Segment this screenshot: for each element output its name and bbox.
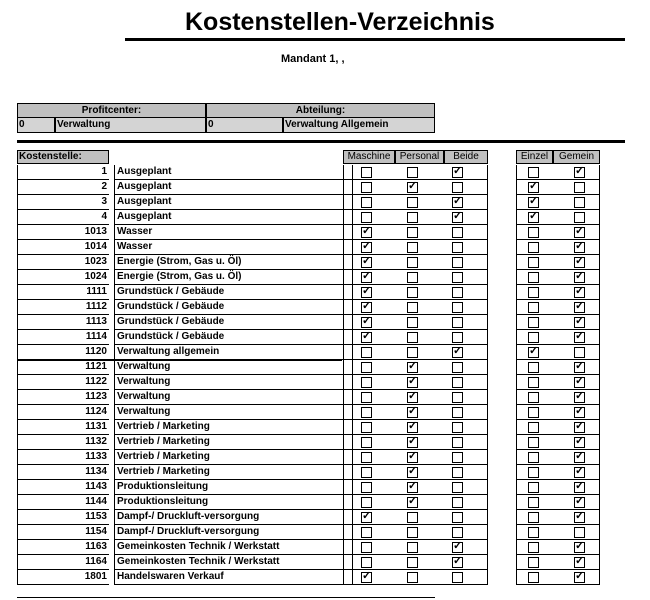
profitcenter-table (17, 103, 435, 133)
maschine-checkbox[interactable] (361, 467, 372, 478)
kostenstelle-name: Wasser (114, 225, 353, 240)
beide-checkbox[interactable] (452, 332, 463, 343)
kostenstelle-number: 1111 (17, 285, 109, 300)
kostenstelle-name: Vertrieb / Marketing (114, 465, 353, 480)
kostenstelle-name: Energie (Strom, Gas u. Öl) (114, 270, 353, 285)
gemein-checkbox[interactable] (574, 272, 585, 283)
kostenstelle-name: Energie (Strom, Gas u. Öl) (114, 255, 353, 270)
personal-checkbox[interactable] (407, 242, 418, 253)
einzel-checkbox[interactable] (528, 557, 539, 568)
kostenstelle-number: 1801 (17, 570, 109, 585)
personal-checkbox[interactable] (407, 317, 418, 328)
beide-checkbox[interactable] (452, 302, 463, 313)
gemein-checkbox[interactable] (574, 407, 585, 418)
gemein-checkbox[interactable] (574, 212, 585, 223)
kostenstelle-number: 1131 (17, 420, 109, 435)
kostenstelle-number: 1023 (17, 255, 109, 270)
beide-checkbox[interactable] (452, 317, 463, 328)
einzel-checkbox[interactable] (528, 302, 539, 313)
kostenstelle-number: 1120 (17, 345, 109, 360)
personal-checkbox[interactable] (407, 422, 418, 433)
maschine-checkbox[interactable] (361, 392, 372, 403)
gemein-checkbox[interactable] (574, 497, 585, 508)
beide-checkbox[interactable] (452, 212, 463, 223)
beide-checkbox[interactable] (452, 452, 463, 463)
table-bottom-rule (17, 597, 435, 598)
personal-checkbox[interactable] (407, 467, 418, 478)
kostenstelle-number: 1113 (17, 315, 109, 330)
maschine-checkbox[interactable] (361, 212, 372, 223)
beide-checkbox[interactable] (452, 257, 463, 268)
maschine-checkbox[interactable] (361, 437, 372, 448)
kostenstelle-number: 1124 (17, 405, 109, 420)
gemein-checkbox[interactable] (574, 467, 585, 478)
kostenstelle-number: 1133 (17, 450, 109, 465)
einzel-checkbox[interactable] (528, 437, 539, 448)
personal-checkbox[interactable] (407, 527, 418, 538)
beide-checkbox[interactable] (452, 362, 463, 373)
maschine-checkbox[interactable] (361, 542, 372, 553)
kostenstelle-number: 1 (17, 165, 109, 180)
einzel-checkbox[interactable] (528, 332, 539, 343)
maschine-checkbox[interactable] (361, 197, 372, 208)
kostenstelle-number: 4 (17, 210, 109, 225)
maschine-checkbox[interactable] (361, 182, 372, 193)
kostenstelle-name: Handelswaren Verkauf (114, 570, 353, 585)
kostenstelle-number: 1112 (17, 300, 109, 315)
beide-checkbox[interactable] (452, 482, 463, 493)
einzel-checkbox[interactable] (528, 167, 539, 178)
einzel-checkbox[interactable] (528, 377, 539, 388)
beide-checkbox[interactable] (452, 527, 463, 538)
profitcenter-name: Verwaltung (55, 118, 206, 133)
einzel-checkbox[interactable] (528, 197, 539, 208)
kostenstelle-name: Gemeinkosten Technik / Werkstatt (114, 540, 353, 555)
gemein-checkbox[interactable] (574, 167, 585, 178)
einzel-checkbox[interactable] (528, 422, 539, 433)
personal-checkbox[interactable] (407, 512, 418, 523)
personal-checkbox[interactable] (407, 392, 418, 403)
maschine-checkbox[interactable] (361, 377, 372, 388)
beide-checkbox[interactable] (452, 392, 463, 403)
personal-checkbox[interactable] (407, 227, 418, 238)
gemein-checkbox[interactable] (574, 437, 585, 448)
abteilung-code: 0 (206, 118, 283, 133)
kostenstelle-name: Vertrieb / Marketing (114, 450, 353, 465)
personal-checkbox[interactable] (407, 437, 418, 448)
gemein-checkbox[interactable] (574, 572, 585, 583)
personal-checkbox[interactable] (407, 362, 418, 373)
mandant-label: Mandant 1, , (281, 53, 345, 65)
page-title: Kostenstellen-Verzeichnis (185, 8, 495, 36)
kostenstelle-number: 1114 (17, 330, 109, 345)
beide-checkbox[interactable] (452, 167, 463, 178)
kostenstelle-name: Dampf-/ Druckluft-versorgung (114, 525, 353, 540)
beide-checkbox[interactable] (452, 182, 463, 193)
maschine-header: Maschine (343, 150, 395, 164)
kostenstelle-name: Produktionsleitung (114, 495, 353, 510)
einzel-checkbox[interactable] (528, 392, 539, 403)
einzel-checkbox[interactable] (528, 407, 539, 418)
kostenstelle-number: 1014 (17, 240, 109, 255)
beide-header: Beide (444, 150, 488, 164)
kostenstelle-name: Verwaltung (114, 390, 353, 405)
maschine-checkbox[interactable] (361, 227, 372, 238)
maschine-checkbox[interactable] (361, 257, 372, 268)
kostenstelle-number: 1013 (17, 225, 109, 240)
gemein-checkbox[interactable] (574, 287, 585, 298)
beide-checkbox[interactable] (452, 272, 463, 283)
beide-checkbox[interactable] (452, 377, 463, 388)
kostenstelle-number: 1024 (17, 270, 109, 285)
beide-checkbox[interactable] (452, 287, 463, 298)
maschine-checkbox[interactable] (361, 497, 372, 508)
kostenstelle-number: 1164 (17, 555, 109, 570)
kostenstelle-name: Grundstück / Gebäude (114, 330, 353, 345)
kostenstelle-header: Kostenstelle: (17, 150, 109, 164)
kostenstelle-number: 1132 (17, 435, 109, 450)
gemein-checkbox[interactable] (574, 527, 585, 538)
kostenstelle-number: 1144 (17, 495, 109, 510)
personal-checkbox[interactable] (407, 557, 418, 568)
personal-checkbox[interactable] (407, 377, 418, 388)
beide-checkbox[interactable] (452, 512, 463, 523)
einzel-checkbox[interactable] (528, 467, 539, 478)
kostenstelle-name: Vertrieb / Marketing (114, 420, 353, 435)
maschine-checkbox[interactable] (361, 332, 372, 343)
personal-checkbox[interactable] (407, 347, 418, 358)
kostenstelle-name: Verwaltung (114, 405, 353, 420)
gemein-checkbox[interactable] (574, 317, 585, 328)
kostenstelle-name: Ausgeplant (114, 210, 353, 225)
title-underline (125, 38, 625, 41)
gemein-checkbox[interactable] (574, 227, 585, 238)
maschine-checkbox[interactable] (361, 167, 372, 178)
section-divider (17, 140, 625, 143)
beide-checkbox[interactable] (452, 572, 463, 583)
einzel-checkbox[interactable] (528, 362, 539, 373)
kostenstelle-name: Grundstück / Gebäude (114, 300, 353, 315)
gemein-checkbox[interactable] (574, 452, 585, 463)
personal-checkbox[interactable] (407, 497, 418, 508)
kostenstelle-number: 1143 (17, 480, 109, 495)
personal-checkbox[interactable] (407, 182, 418, 193)
personal-checkbox[interactable] (407, 482, 418, 493)
abteilung-name: Verwaltung Allgemein (283, 118, 435, 133)
gemein-checkbox[interactable] (574, 482, 585, 493)
maschine-checkbox[interactable] (361, 572, 372, 583)
maschine-checkbox[interactable] (361, 317, 372, 328)
gemein-checkbox[interactable] (574, 347, 585, 358)
einzel-checkbox[interactable] (528, 317, 539, 328)
kostenstelle-name: Verwaltung (114, 360, 353, 375)
einzel-checkbox[interactable] (528, 272, 539, 283)
kostenstelle-name: Grundstück / Gebäude (114, 285, 353, 300)
gemein-checkbox[interactable] (574, 392, 585, 403)
einzel-checkbox[interactable] (528, 227, 539, 238)
maschine-checkbox[interactable] (361, 407, 372, 418)
kostenstelle-number: 1134 (17, 465, 109, 480)
kostenstelle-name: Wasser (114, 240, 353, 255)
maschine-checkbox[interactable] (361, 302, 372, 313)
einzel-checkbox[interactable] (528, 182, 539, 193)
maschine-checkbox[interactable] (361, 557, 372, 568)
kostenstelle-name: Ausgeplant (114, 195, 353, 210)
kostenstelle-name: Verwaltung allgemein (114, 345, 353, 360)
maschine-checkbox[interactable] (361, 242, 372, 253)
profitcenter-code: 0 (17, 118, 55, 133)
kostenstelle-name: Gemeinkosten Technik / Werkstatt (114, 555, 353, 570)
gemein-checkbox[interactable] (574, 257, 585, 268)
gemein-checkbox[interactable] (574, 377, 585, 388)
beide-checkbox[interactable] (452, 542, 463, 553)
kostenstelle-number: 3 (17, 195, 109, 210)
einzel-header: Einzel (516, 150, 553, 164)
einzel-checkbox[interactable] (528, 482, 539, 493)
maschine-checkbox[interactable] (361, 287, 372, 298)
kostenstelle-number: 1153 (17, 510, 109, 525)
einzel-checkbox[interactable] (528, 212, 539, 223)
personal-checkbox[interactable] (407, 287, 418, 298)
maschine-checkbox[interactable] (361, 362, 372, 373)
personal-checkbox[interactable] (407, 332, 418, 343)
group-separator (17, 359, 342, 361)
personal-checkbox[interactable] (407, 272, 418, 283)
einzel-checkbox[interactable] (528, 452, 539, 463)
maschine-checkbox[interactable] (361, 452, 372, 463)
einzel-checkbox[interactable] (528, 287, 539, 298)
einzel-checkbox[interactable] (528, 347, 539, 358)
personal-checkbox[interactable] (407, 407, 418, 418)
gemein-checkbox[interactable] (574, 557, 585, 568)
einzel-checkbox[interactable] (528, 512, 539, 523)
einzel-checkbox[interactable] (528, 527, 539, 538)
personal-checkbox[interactable] (407, 542, 418, 553)
gemein-checkbox[interactable] (574, 302, 585, 313)
beide-checkbox[interactable] (452, 467, 463, 478)
beide-checkbox[interactable] (452, 422, 463, 433)
kostenstelle-name: Produktionsleitung (114, 480, 353, 495)
beide-checkbox[interactable] (452, 497, 463, 508)
kostenstelle-number: 1121 (17, 360, 109, 375)
maschine-checkbox[interactable] (361, 272, 372, 283)
kostenstelle-number: 1154 (17, 525, 109, 540)
beide-checkbox[interactable] (452, 437, 463, 448)
maschine-checkbox[interactable] (361, 482, 372, 493)
profitcenter-header: Profitcenter: (17, 103, 206, 118)
gemein-checkbox[interactable] (574, 512, 585, 523)
gemein-checkbox[interactable] (574, 332, 585, 343)
gemein-header: Gemein (553, 150, 600, 164)
einzel-checkbox[interactable] (528, 242, 539, 253)
maschine-checkbox[interactable] (361, 527, 372, 538)
gemein-checkbox[interactable] (574, 242, 585, 253)
personal-checkbox[interactable] (407, 257, 418, 268)
personal-checkbox[interactable] (407, 197, 418, 208)
kostenstelle-name: Vertrieb / Marketing (114, 435, 353, 450)
gemein-checkbox[interactable] (574, 542, 585, 553)
kostenstelle-name: Ausgeplant (114, 165, 353, 180)
kostenstelle-name: Verwaltung (114, 375, 353, 390)
maschine-checkbox[interactable] (361, 512, 372, 523)
beide-checkbox[interactable] (452, 197, 463, 208)
kostenstelle-name: Ausgeplant (114, 180, 353, 195)
personal-checkbox[interactable] (407, 302, 418, 313)
kostenstelle-number: 1163 (17, 540, 109, 555)
kostenstelle-number: 2 (17, 180, 109, 195)
personal-header: Personal (395, 150, 444, 164)
einzel-checkbox[interactable] (528, 497, 539, 508)
einzel-checkbox[interactable] (528, 257, 539, 268)
kostenstelle-number: 1122 (17, 375, 109, 390)
kostenstelle-name: Grundstück / Gebäude (114, 315, 353, 330)
beide-checkbox[interactable] (452, 557, 463, 568)
maschine-checkbox[interactable] (361, 347, 372, 358)
gemein-checkbox[interactable] (574, 422, 585, 433)
gemein-checkbox[interactable] (574, 362, 585, 373)
maschine-checkbox[interactable] (361, 422, 372, 433)
gemein-checkbox[interactable] (574, 182, 585, 193)
personal-checkbox[interactable] (407, 572, 418, 583)
personal-checkbox[interactable] (407, 212, 418, 223)
einzel-checkbox[interactable] (528, 572, 539, 583)
beide-checkbox[interactable] (452, 407, 463, 418)
personal-checkbox[interactable] (407, 167, 418, 178)
beide-checkbox[interactable] (452, 227, 463, 238)
beide-checkbox[interactable] (452, 242, 463, 253)
kostenstelle-number: 1123 (17, 390, 109, 405)
beide-checkbox[interactable] (452, 347, 463, 358)
einzel-checkbox[interactable] (528, 542, 539, 553)
personal-checkbox[interactable] (407, 452, 418, 463)
gemein-checkbox[interactable] (574, 197, 585, 208)
abteilung-header: Abteilung: (206, 103, 435, 118)
kostenstelle-name: Dampf-/ Druckluft-versorgung (114, 510, 353, 525)
